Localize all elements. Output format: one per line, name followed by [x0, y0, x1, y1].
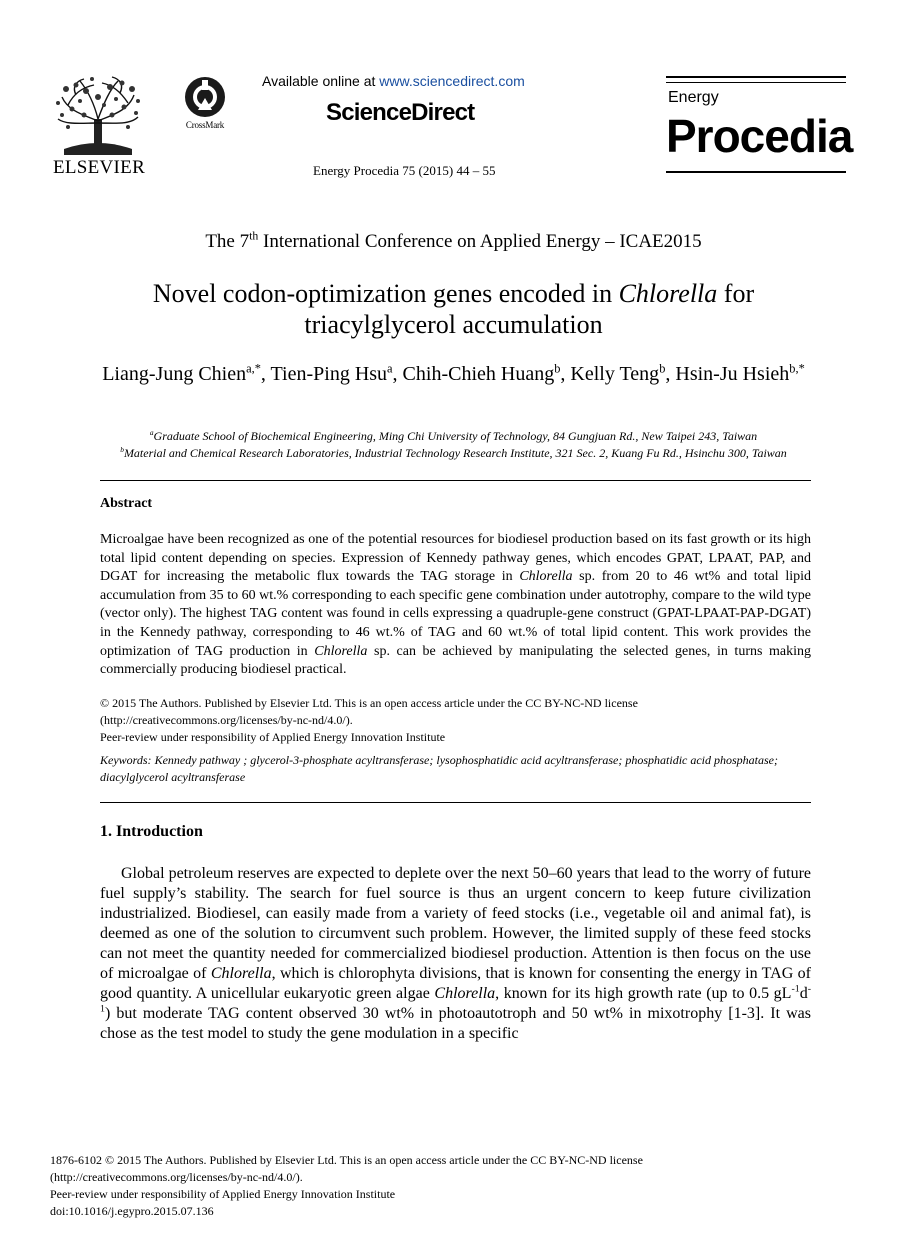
license-url[interactable]: (http://creativecommons.org/licenses/by-nc-nd/4.0/). — [100, 713, 353, 727]
available-prefix: Available online at — [262, 73, 380, 89]
journal-logo-rule — [666, 171, 846, 173]
affiliations — [95, 428, 812, 462]
page-footer — [50, 1152, 750, 1220]
keywords-label: Keywords: — [100, 753, 152, 767]
journal-reference: Energy Procedia 75 (2015) 44 – 55 — [313, 163, 496, 178]
crossmark-label: CrossMark — [185, 120, 225, 130]
license-notice — [100, 695, 811, 746]
author: Hsin-Ju Hsieh$^{b,*}$ — [675, 361, 805, 385]
publisher-name: ELSEVIER — [52, 157, 146, 178]
conference-name: The 7th International Conference on Applied Energy – ICAE2015 — [205, 229, 702, 252]
author: Liang-Jung Chien$^{a,*}$, — [102, 361, 271, 385]
sciencedirect-link[interactable]: www.sciencedirect.com — [379, 73, 525, 89]
license-line: © 2015 The Authors. Published by Elsevier Ltd. This is an open access article under the CC BY-NC-ND license — [100, 696, 638, 710]
journal-logo-rule — [666, 76, 846, 78]
journal-logo-rule — [666, 82, 846, 83]
paper-title: Novel codon-optimization genes encoded in Chlorella for triacylglycerol accumulation — [152, 279, 755, 339]
footer-license-url[interactable]: (http://creativecommons.org/licenses/by-nc-nd/4.0/). — [50, 1170, 303, 1184]
affiliation: $^a$Graduate School of Biochemical Engineering, Ming Chi University of Technology, 84 Gungjuan Rd., New Taipei 243, Taiwan — [149, 428, 758, 443]
journal-logo-small: Energy — [668, 89, 719, 106]
peer-review-line: Peer-review under responsibility of Applied Energy Innovation Institute — [100, 730, 446, 744]
abstract-body: Microalgae have been recognized as one of the potential resources for biodiesel production based on its fast growth or its high total lipid content depending on species. Expression of Kennedy pathway genes, which encodes GPAT, LPAAT, PAP, and DGAT for increasing the metabolic flux towards the TAG storage in Chlorella sp. from 20 to 46 wt% and total lipid accumulation from 35 to 60 wt.% corresponding to each specific gene combination under autotrophy, compare to the wild type (vector only). The highest TAG content was found in cells expressing a quadruple-gene construct (GPAT-LPAAT-PAP-DGAT) in the Kennedy pathway, corresponding to 46 wt.% of TAG and 60 wt.% of total lipid content. This work provides the optimization of TAG production in Chlorella sp. can be achieved by manipulating the selected genes, in turns making commercially producing biodiesel practical. — [100, 532, 812, 678]
author: Chih-Chieh Huang$^b$, — [402, 361, 571, 385]
footer-doi[interactable]: doi:10.1016/j.egypro.2015.07.136 — [50, 1204, 214, 1218]
footer-peer-review: Peer-review under responsibility of Applied Energy Innovation Institute — [50, 1187, 396, 1201]
keywords-list: Kennedy pathway ; glycerol-3-phosphate acyltransferase; lysophosphatidic acid acyltransferase; phosphatidic acid phosphatase; diacylglycerol acyltransferase — [100, 753, 779, 784]
section-divider — [100, 480, 811, 481]
affiliation: $^b$Material and Chemical Research Laboratories, Industrial Technology Research Institute, 321 Sec. 2, Kuang Fu Rd., Hsinchu 300, Taiwan — [120, 445, 787, 460]
author-list — [95, 362, 812, 386]
author: Kelly Teng$^b$, — [570, 361, 676, 385]
elsevier-tree-icon — [54, 75, 142, 155]
footer-issn-license: 1876-6102 © 2015 The Authors. Published by Elsevier Ltd. This is an open access article under the CC BY-NC-ND license — [50, 1153, 643, 1167]
sciencedirect-brand: ScienceDirect — [326, 99, 475, 126]
crossmark-badge[interactable] — [175, 76, 235, 132]
introduction-heading: 1. Introduction — [100, 823, 203, 840]
abstract-heading: Abstract — [100, 496, 153, 511]
elsevier-logo — [50, 75, 148, 178]
available-online — [262, 73, 525, 89]
introduction-body: Global petroleum reserves are expected to deplete over the next 50–60 years that lead to the worry of future fuel supply’s stability. The search for fuel source is thus an urgent concern to keep future civilization industrialized. Biodiesel, can easily made from a variety of feed stocks (i.e., vegetable oil and animal fat), is deemed as one of the solution to circumvent such problem. However, the limited supply of these feed stocks can not meet the quantity needed for commercialized biodiesel production. Attention is then focus on the use of microalgae of Chlorella, which is chlorophyta divisions, that is known for consenting the energy in TAG of good quantity. A unicellular eukaryotic green algae Chlorella, known for its high growth rate (up to 0.5 $gL^{-1}d^{-1}$) but moderate TAG content observed 30 wt% in photoautotroph and 50 wt% in mixotrophy [1-3]. It was chose as the test model to study the gene modulation in a specific — [100, 865, 812, 1042]
author: Tien-Ping Hsu$^a$, — [270, 361, 403, 385]
crossmark-icon — [184, 76, 226, 118]
section-divider — [100, 802, 811, 803]
journal-logo-large: Procedia — [666, 110, 853, 162]
keywords — [100, 752, 811, 786]
